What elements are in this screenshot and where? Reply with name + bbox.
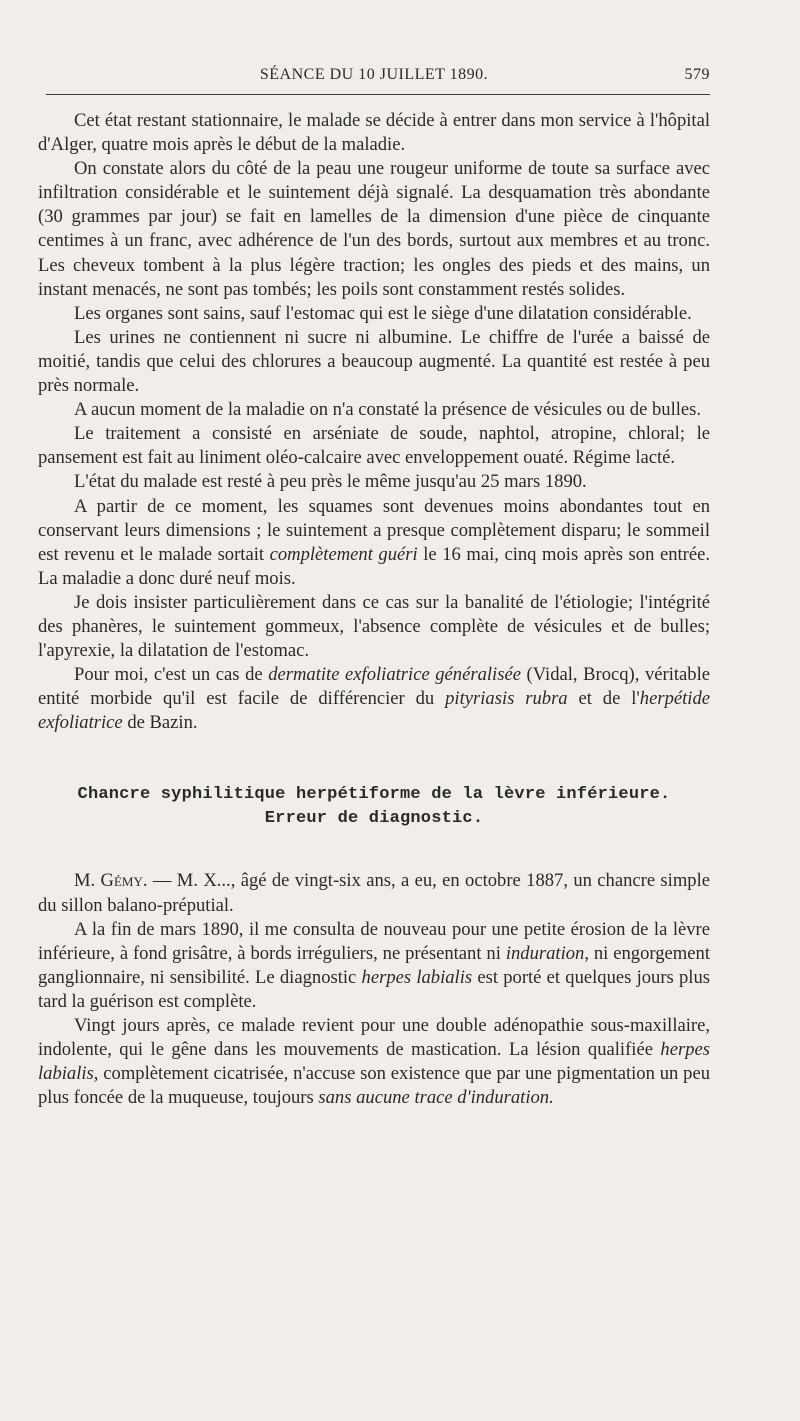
running-header <box>38 60 710 94</box>
italic-run: herpes labialis <box>38 1039 710 1085</box>
text-run: de Bazin. <box>122 712 198 734</box>
italic-run: induration <box>505 942 585 964</box>
paragraph: A aucun moment de la maladie on n'a constaté la présence de vésicules ou de bulles. <box>74 399 702 421</box>
case-report-continuation <box>38 109 710 735</box>
text-run: A partir de ce moment, les squames sont devenues moins abondantes tout en conservant leurs dimensions ; le suintement a presque complètement disparu; le sommeil est revenu et le malade sortait <box>38 495 710 565</box>
header-rule <box>46 94 710 95</box>
paragraph: On constate alors du côté de la peau une rougeur uniforme de toute sa surface avec infiltration considérable et le suintement déjà signalé. La desquamation très abondante (30 grammes par jour) se fait en lamelles de la dimension d'une pièce de cinquante centimes à un franc, avec adhérence de l'un des bords, surtout aux membres et au tronc. Les cheveux tombent à la plus légère traction; les ongles des pieds et des mains, un instant menacés, ne sont pas tombés; les poils sont constamment restés solides. <box>38 158 710 300</box>
italic-run: herpes labialis <box>361 966 473 988</box>
paragraph: Les urines ne contiennent ni sucre ni albumine. Le chiffre de l'urée a baissé de moitié, tandis que celui des chlorures a beaucoup augmenté. La quantité est restée à peu près normale. <box>38 326 710 397</box>
document-page <box>38 60 710 1110</box>
paragraph: Les organes sont sains, sauf l'estomac qui est le siège d'une dilatation considérable. <box>74 302 692 324</box>
text-run: est porté et quelques jours plus tard la guérison est complète. <box>38 966 711 1012</box>
paragraph <box>38 1014 710 1110</box>
italic-run: herpétide exfoliatrice <box>38 688 710 734</box>
section-heading <box>38 783 710 831</box>
italic-run: sans aucune trace d'induration. <box>318 1087 554 1109</box>
running-title: SÉANCE DU 10 JUILLET 1890. <box>259 66 489 83</box>
text-run: — M. X..., âgé de vingt-six ans, a eu, en octobre 1887, un chancre simple du sillon balano-préputial. <box>38 870 711 916</box>
text-run: le 16 mai, cinq mois après son entrée. La maladie a donc duré neuf mois. <box>38 543 711 589</box>
italic-run: complètement guéri <box>269 543 418 565</box>
italic-run: pityriasis rubra <box>445 688 568 710</box>
author-name: M. Gémy. <box>74 870 148 892</box>
paragraph: Le traitement a consisté en arséniate de soude, naphtol, atropine, chloral; le pansement est fait au liniment oléo-calcaire avec enveloppement ouaté. Régime lacté. <box>38 423 710 469</box>
text-run: Pour moi, c'est un cas de <box>74 664 269 686</box>
section-heading-line: Chancre syphilitique herpétiforme de la lèvre inférieure. <box>77 785 671 805</box>
case-report <box>38 869 710 1110</box>
paragraph <box>38 663 710 735</box>
paragraph <box>38 869 710 917</box>
italic-run: dermatite exfoliatrice généralisée <box>268 664 521 686</box>
text-run: , complètement cicatrisée, n'accuse son existence que par une pigmentation un peu plus foncée de la muqueuse, toujours <box>38 1063 710 1109</box>
section-heading-line: Erreur de diagnostic. <box>264 809 484 829</box>
paragraph <box>38 495 710 591</box>
text-run: A la fin de mars 1890, il me consulta de nouveau pour une petite érosion de la lèvre inférieure, à fond grisâtre, à bords irréguliers, ne présentant ni <box>38 918 710 964</box>
text-run: et de l' <box>567 688 640 710</box>
text-run: (Vidal, Brocq), véritable entité morbide qu'il est facile de différencier du <box>38 664 711 710</box>
paragraph: L'état du malade est resté à peu près le même jusqu'au 25 mars 1890. <box>74 471 587 493</box>
paragraph: Cet état restant stationnaire, le malade se décide à entrer dans mon service à l'hôpital d'Alger, quatre mois après le début de la maladie. <box>38 110 710 156</box>
page-number: 579 <box>684 66 710 83</box>
paragraph <box>38 918 710 1014</box>
text-run: , ni engorgement ganglionnaire, ni sensibilité. Le diagnostic <box>38 942 710 988</box>
paragraph: Je dois insister particulièrement dans ce cas sur la banalité de l'étiologie; l'intégrité des phanères, le suintement gommeux, l'absence complète de vésicules et de bulles; l'apyrexie, la dilatation de l'estomac. <box>38 591 710 662</box>
text-run: Vingt jours après, ce malade revient pour une double adénopathie sous-maxillaire, indolente, qui le gêne dans les mouvements de mastication. La lésion qualifiée <box>38 1015 710 1061</box>
